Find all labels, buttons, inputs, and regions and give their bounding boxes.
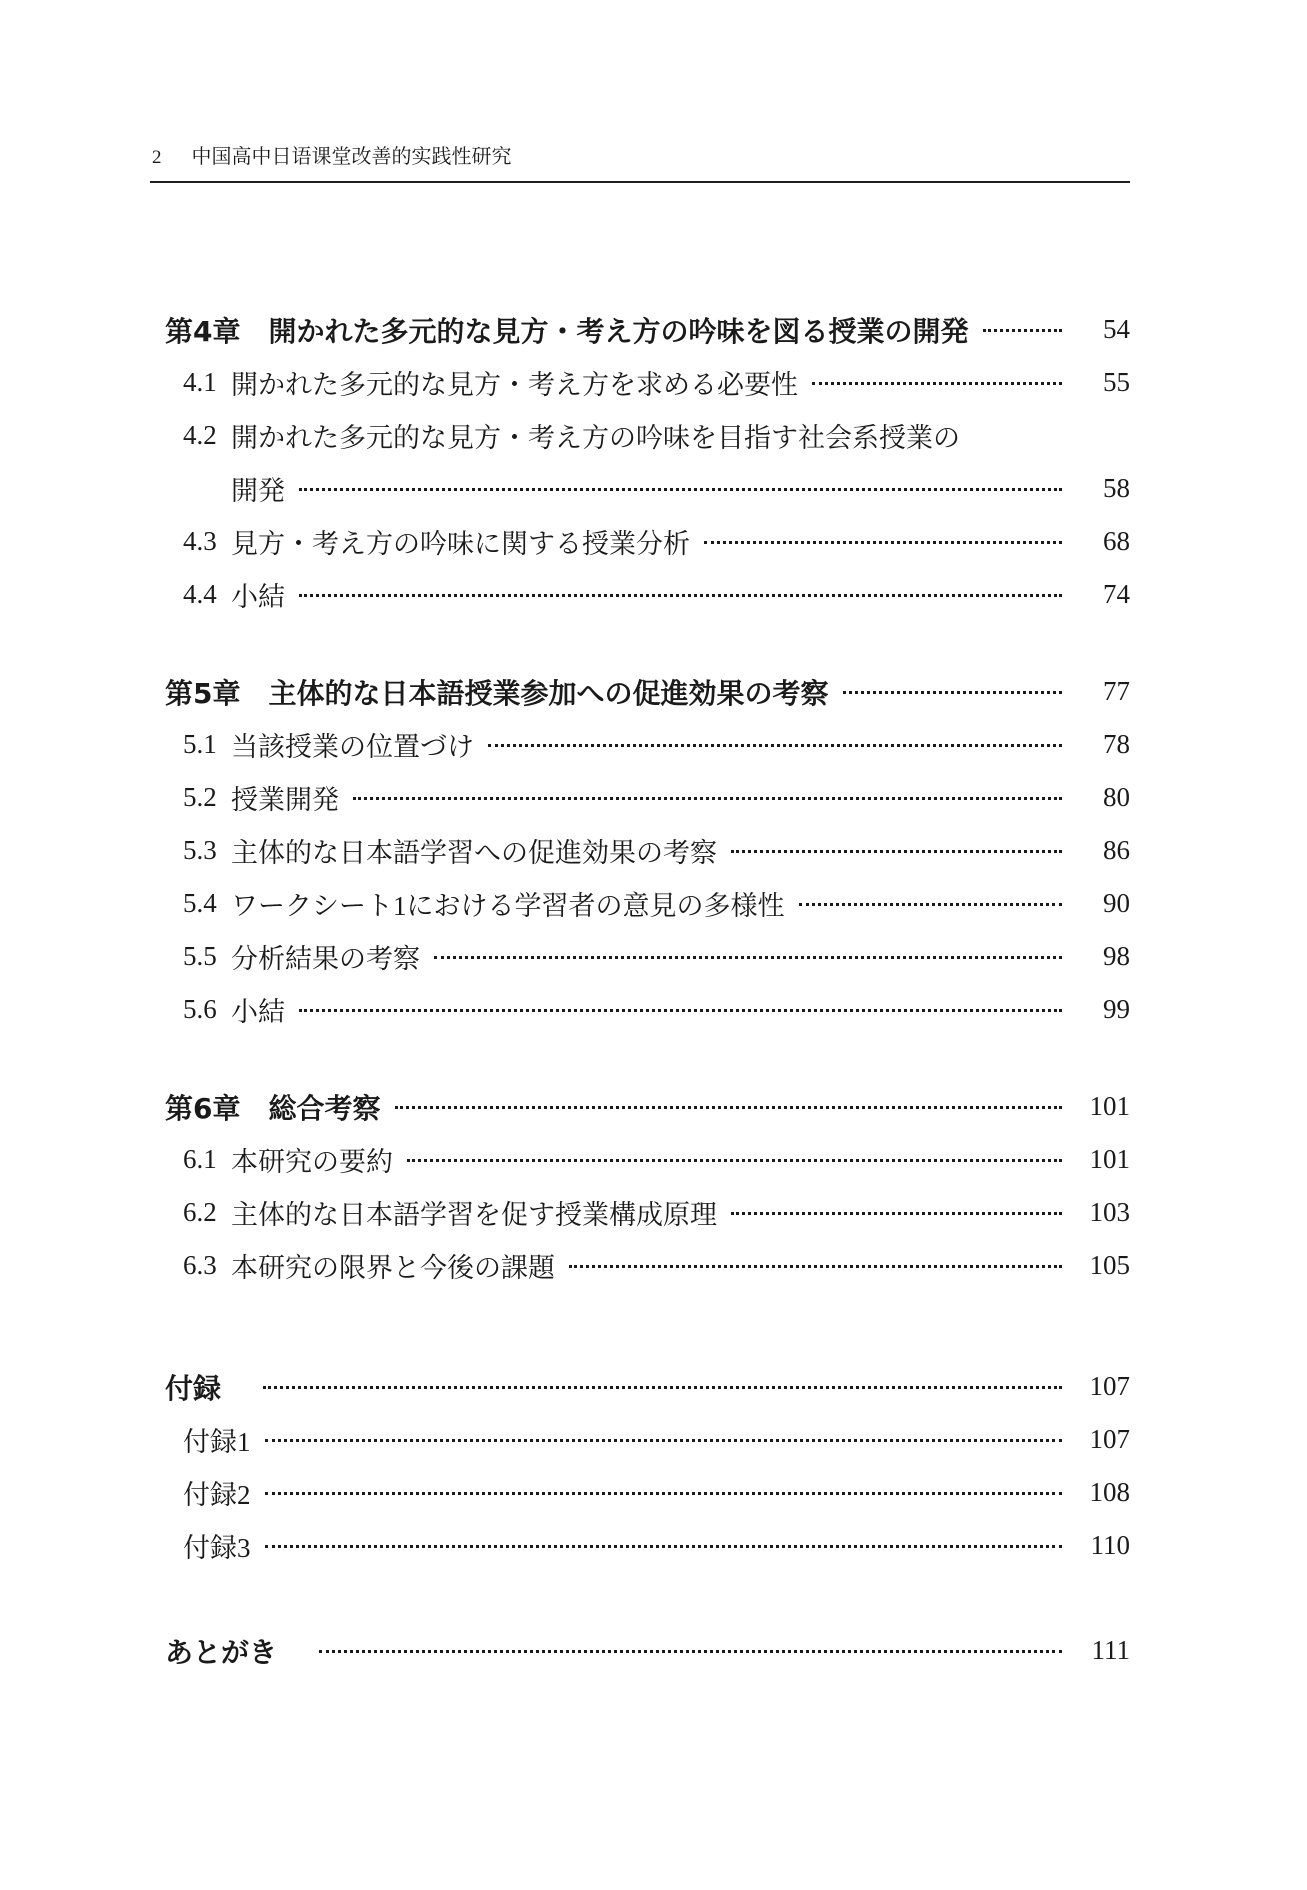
page-content [150,140,1130,1677]
item-number: 5.4 [183,888,217,918]
item-title: 付録3 [183,1533,251,1563]
item-title: 本研究の要約 [231,1147,393,1177]
dot-leader [812,382,1062,385]
item-title: 主体的な日本語学習を促す授業構成原理 [231,1200,717,1230]
toc-afterword-row [150,1624,1130,1677]
dot-leader [488,744,1062,747]
item-title: 分析結果の考察 [231,944,420,974]
toc-item-row [150,568,1130,621]
item-number: 5.2 [183,782,217,812]
item-title: 開かれた多元的な見方・考え方の吟味を目指す社会系授業の [231,423,960,453]
page-number: 77 [1103,676,1130,706]
page-number: 78 [1103,729,1130,759]
dot-leader [569,1265,1062,1268]
header-rule [150,181,1130,183]
page-number: 86 [1103,835,1130,865]
toc-item-continuation-row [150,462,1130,515]
item-number: 5.1 [183,729,217,759]
dot-leader [983,329,1063,332]
page-number: 54 [1103,314,1130,344]
dot-leader [407,1159,1062,1162]
toc-appendix-row [150,1360,1130,1413]
item-number: 6.3 [183,1250,217,1280]
table-of-contents [150,303,1130,1677]
item-title: 見方・考え方の吟味に関する授業分析 [231,529,690,559]
toc-chapter-row [150,303,1130,356]
dot-leader [299,1009,1062,1012]
item-number: 4.2 [183,420,217,450]
dot-leader [731,850,1062,853]
page-number: 108 [1089,1477,1130,1507]
chapter-label: 第4章 [165,314,241,348]
item-number: 4.4 [183,579,217,609]
page-number: 99 [1103,994,1130,1024]
chapter-title: 開かれた多元的な見方・考え方の吟味を図る授業の開発 [268,314,969,348]
toc-section-chapter-5 [150,665,1130,1036]
dot-leader [843,691,1063,694]
item-number: 6.1 [183,1144,217,1174]
page-number: 90 [1103,888,1130,918]
item-title: 小結 [231,997,285,1027]
item-title: 本研究の限界と今後の課題 [231,1253,555,1283]
item-title: ワークシート1における学習者の意見の多様性 [231,891,785,921]
page-number: 103 [1089,1197,1130,1227]
page-number: 58 [1103,473,1130,503]
header-page-number: 2 [152,147,162,168]
item-title-continuation: 開発 [231,476,285,506]
running-header [150,140,1130,169]
toc-item-row [150,771,1130,824]
page-number: 101 [1089,1091,1130,1121]
appendix-label: 付録 [165,1371,222,1405]
toc-item-row [150,718,1130,771]
item-title: 開かれた多元的な見方・考え方を求める必要性 [231,370,798,400]
chapter-title: 総合考察 [268,1091,381,1125]
chapter-title: 主体的な日本語授業参加への促進効果の考察 [268,676,829,710]
toc-chapter-row [150,1080,1130,1133]
header-book-title: 中国高中日语课堂改善的实践性研究 [191,146,512,168]
toc-item-row [150,824,1130,877]
item-number: 5.5 [183,941,217,971]
dot-leader [395,1106,1063,1109]
toc-section-appendix [150,1360,1130,1572]
item-title: 主体的な日本語学習への促進効果の考察 [231,838,717,868]
toc-item-row [150,1186,1130,1239]
dot-leader [265,1545,1063,1548]
toc-item-row [150,1413,1130,1466]
dot-leader [704,541,1062,544]
dot-leader [353,797,1062,800]
toc-item-row [150,1133,1130,1186]
item-title: 付録2 [183,1480,251,1510]
dot-leader [299,488,1062,491]
item-number: 5.3 [183,835,217,865]
item-title: 授業開発 [231,785,339,815]
toc-section-afterword [150,1624,1130,1677]
chapter-label: 第5章 [165,676,241,710]
toc-item-row [150,515,1130,568]
item-title: 小結 [231,582,285,612]
toc-section-chapter-6 [150,1080,1130,1292]
dot-leader [731,1212,1062,1215]
page-number: 107 [1089,1424,1130,1454]
chapter-label: 第6章 [165,1091,241,1125]
dot-leader [299,594,1062,597]
page-number: 110 [1090,1530,1130,1560]
page-number: 98 [1103,941,1130,971]
item-number: 6.2 [183,1197,217,1227]
toc-item-row [150,409,1130,462]
toc-section-chapter-4 [150,303,1130,621]
item-number: 4.3 [183,526,217,556]
afterword-label: あとがき [165,1635,278,1669]
toc-item-row [150,356,1130,409]
page-number: 55 [1103,367,1130,397]
toc-item-row [150,1466,1130,1519]
page-number: 107 [1089,1371,1130,1401]
item-number: 5.6 [183,994,217,1024]
page-number: 68 [1103,526,1130,556]
toc-item-row [150,930,1130,983]
dot-leader [265,1439,1063,1442]
toc-item-row [150,983,1130,1036]
toc-item-row [150,877,1130,930]
dot-leader [319,1650,1062,1653]
page-number: 101 [1089,1144,1130,1174]
dot-leader [434,956,1062,959]
page-number: 111 [1091,1635,1130,1665]
dot-leader [799,903,1063,906]
page-number: 74 [1103,579,1130,609]
toc-chapter-row [150,665,1130,718]
item-number: 4.1 [183,367,217,397]
dot-leader [263,1386,1062,1389]
item-title: 当該授業の位置づけ [231,732,474,762]
toc-item-row [150,1239,1130,1292]
page-number: 80 [1103,782,1130,812]
dot-leader [265,1492,1063,1495]
toc-item-row [150,1519,1130,1572]
page-number: 105 [1089,1250,1130,1280]
item-title: 付録1 [183,1427,251,1457]
